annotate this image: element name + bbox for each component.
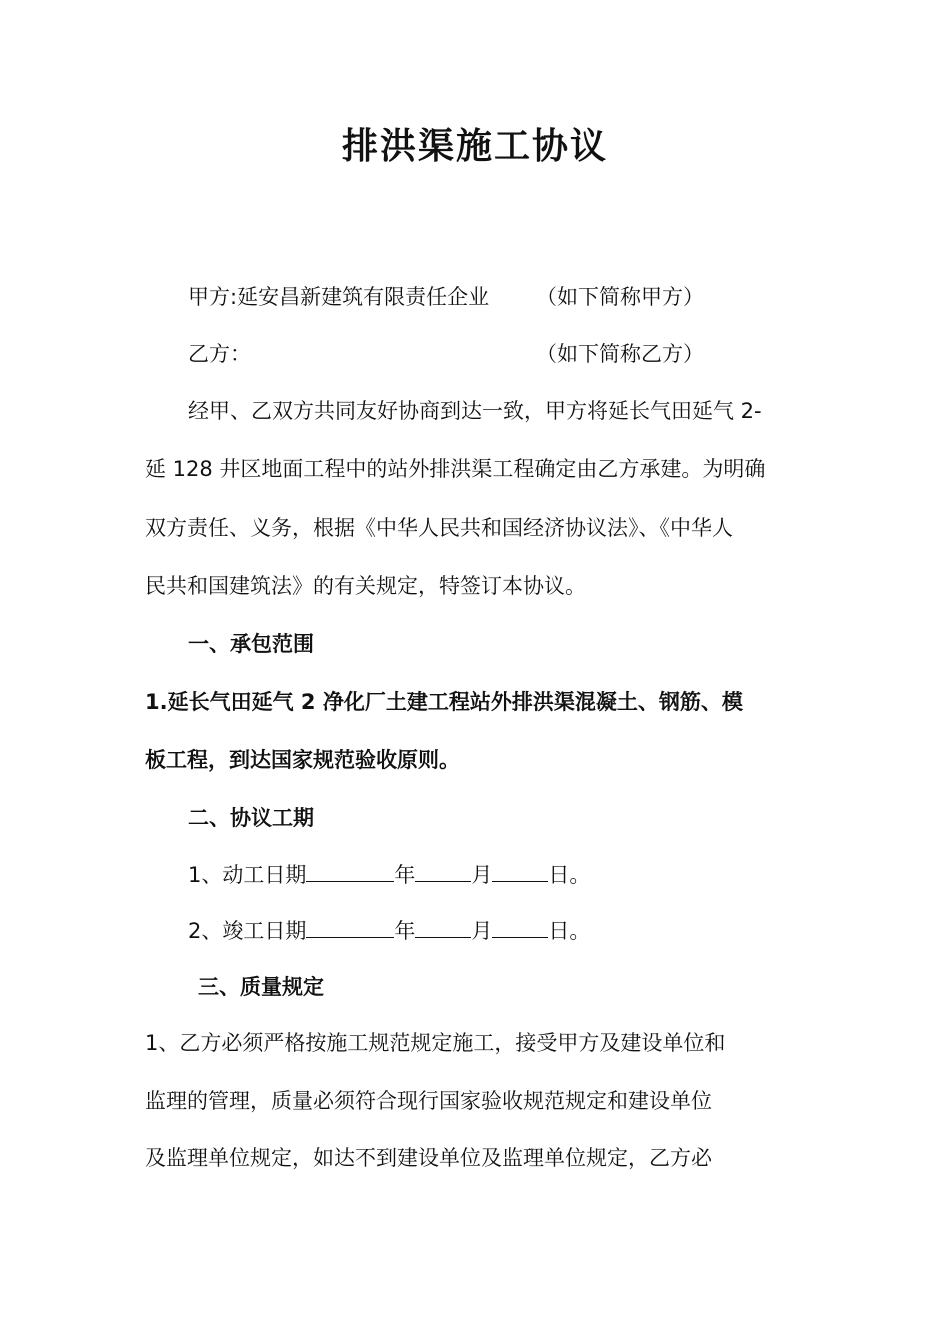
day-unit: 日。 (548, 919, 591, 943)
end-month-blank (415, 915, 471, 938)
intro-line: 民共和国建筑法》的有关规定，特签订本协议。 (145, 574, 586, 598)
section-heading-scope: 一、承包范围 (188, 632, 314, 656)
party-b-label: 乙方： (188, 342, 251, 366)
party-a-label: 甲方:延安昌新建筑有限责任企业 (188, 285, 490, 309)
end-date-row (188, 915, 590, 946)
start-day-blank (492, 859, 548, 882)
end-year-blank (306, 915, 394, 938)
start-month-blank (415, 859, 471, 882)
start-year-blank (306, 859, 394, 882)
document-title: 排洪渠施工协议 (341, 125, 608, 167)
year-unit: 年 (394, 919, 416, 943)
end-date-label: 2、竣工日期 (188, 919, 307, 943)
scope-line: 板工程，到达国家规范验收原则。 (145, 748, 460, 772)
party-a-note: （如下简称甲方） (536, 285, 704, 309)
quality-line: 及监理单位规定，如达不到建设单位及监理单位规定，乙方必 (145, 1146, 712, 1170)
start-date-label: 1、动工日期 (188, 863, 307, 887)
intro-line: 延 128 井区地面工程中的站外排洪渠工程确定由乙方承建。为明确 (145, 457, 766, 481)
end-day-blank (492, 915, 548, 938)
quality-line: 监理的管理，质量必须符合现行国家验收规范规定和建设单位 (145, 1089, 712, 1113)
scope-line: 1.延长气田延气 2 净化厂土建工程站外排洪渠混凝土、钢筋、模 (145, 690, 743, 714)
section-heading-quality: 三、质量规定 (198, 975, 324, 999)
intro-line: 双方责任、义务，根据《中华人民共和国经济协议法》、《中华人 (145, 516, 733, 540)
start-date-row (188, 859, 590, 890)
party-b-note: （如下简称乙方） (536, 342, 704, 366)
year-unit: 年 (394, 863, 416, 887)
quality-line: 1、乙方必须严格按施工规范规定施工，接受甲方及建设单位和 (145, 1031, 726, 1055)
intro-line: 经甲、乙双方共同友好协商到达一致，甲方将延长气田延气 2- (188, 399, 762, 423)
month-unit: 月 (471, 863, 493, 887)
day-unit: 日。 (548, 863, 591, 887)
section-heading-schedule: 二、协议工期 (188, 806, 314, 830)
month-unit: 月 (471, 919, 493, 943)
